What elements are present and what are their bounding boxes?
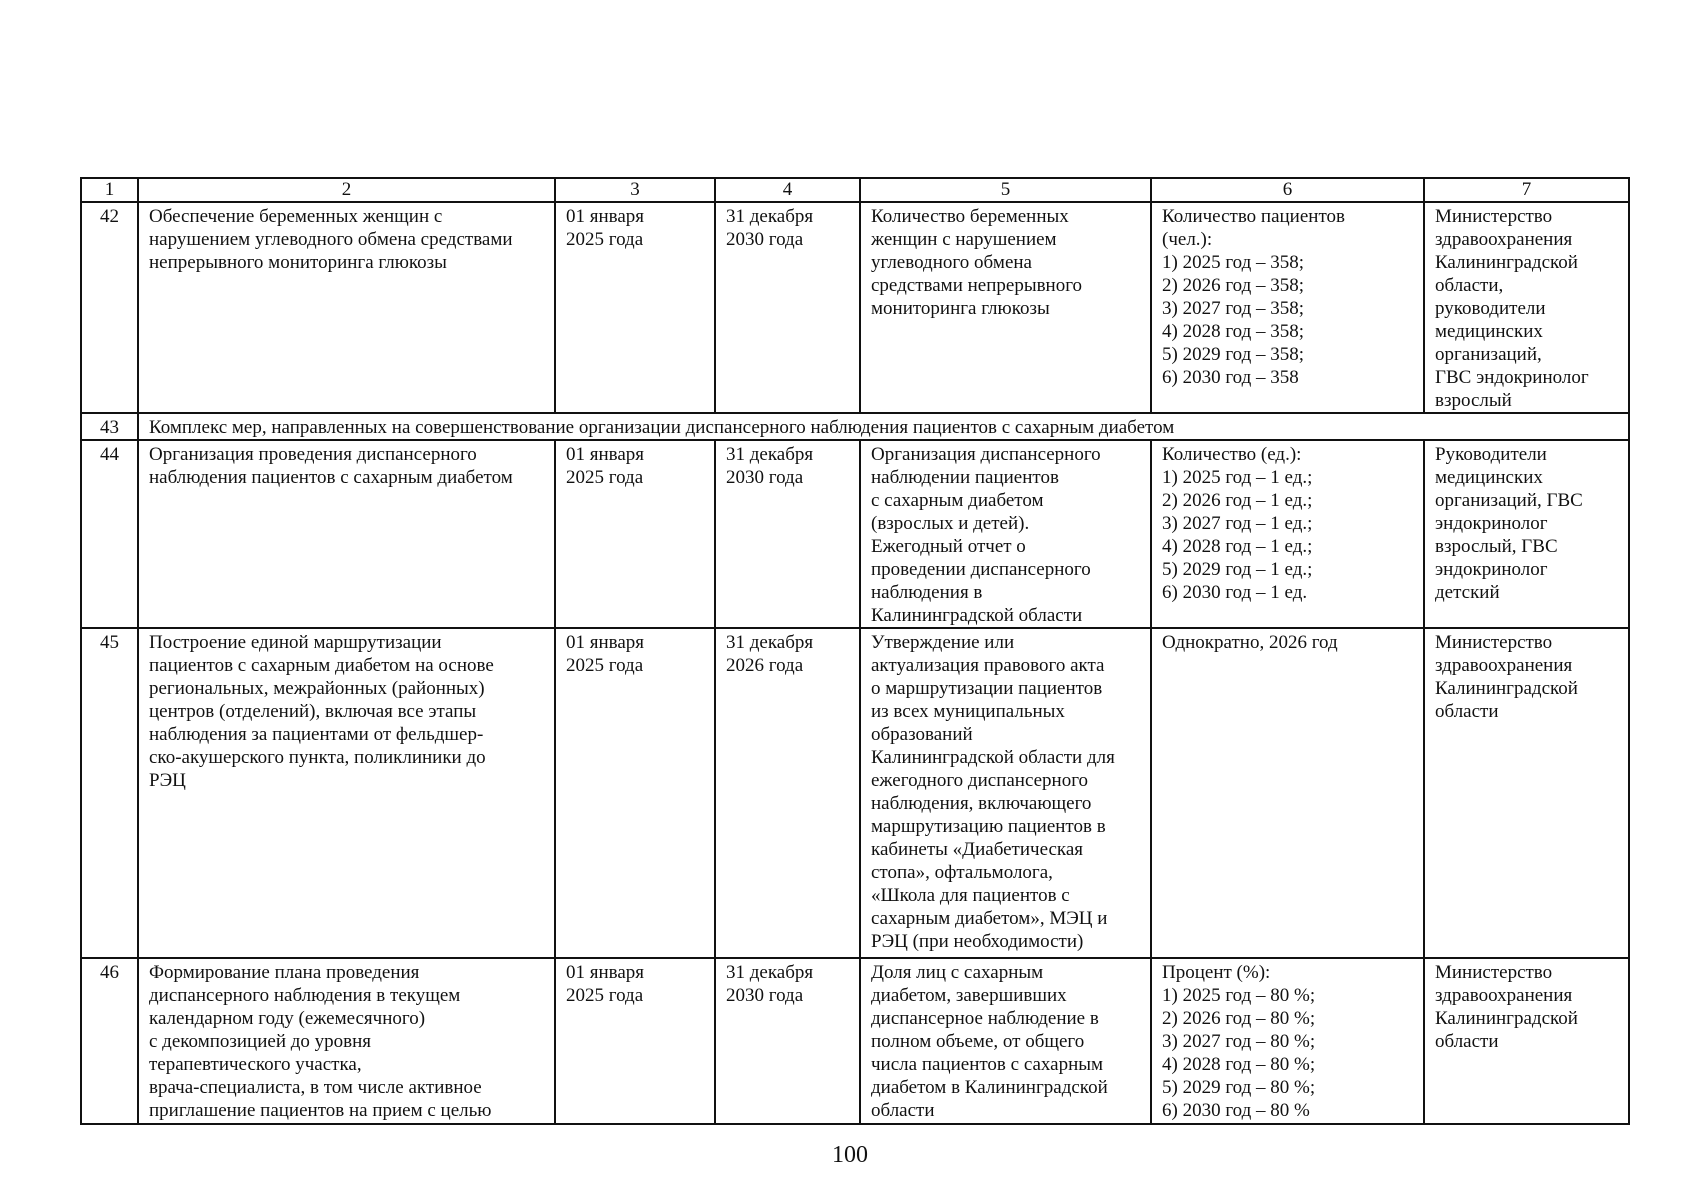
column-number: 1 [81,178,138,202]
indicator-line: 5) 2029 год – 80 %; [1162,1077,1316,1098]
expected-result-line: числа пациентов с сахарным [871,1054,1104,1075]
responsible-cell [1424,440,1629,628]
expected-result-line: Утверждение или [871,632,1015,653]
table-row [81,958,1629,1124]
indicator-line: 3) 2027 год – 358; [1162,298,1305,319]
column-number: 6 [1151,178,1424,202]
end-date-line: 2030 года [726,229,804,250]
responsible-line: взрослый, ГВС [1435,536,1558,557]
expected-result-line: сахарным диабетом», МЭЦ и [871,908,1108,929]
measure-name-line: региональных, межрайонных (районных) [149,678,485,699]
start-date-line: 01 января [566,632,645,653]
responsible-line: эндокринолог [1435,513,1548,534]
expected-result-line: мониторинга глюкозы [871,298,1050,319]
measure-name-line: Формирование плана проведения [149,962,420,983]
expected-result-line: диабетом в Калининградской [871,1077,1108,1098]
table-row [81,202,1629,413]
responsible-line: медицинских [1435,467,1543,488]
measure-name-line: центров (отделений), включая все этапы [149,701,477,722]
measure-name-line: диспансерного наблюдения в текущем [149,985,461,1006]
responsible-line: Калининградской [1435,678,1578,699]
indicator-line: (чел.): [1162,229,1213,250]
measure-name-line: врача-специалиста, в том числе активное [149,1077,482,1098]
expected-result-line: Доля лиц с сахарным [871,962,1044,983]
expected-result-line: о маршрутизации пациентов [871,678,1103,699]
row-number: 44 [81,440,138,628]
indicator-line: 4) 2028 год – 358; [1162,321,1305,342]
expected-result-cell [860,202,1151,413]
start-date-line: 2025 года [566,229,644,250]
indicator-line: Количество (ед.): [1162,444,1302,465]
expected-result-line: кабинеты «Диабетическая [871,839,1084,860]
expected-result-line: средствами непрерывного [871,275,1083,296]
measure-name-line: терапевтического участка, [149,1054,362,1075]
expected-result-line: Калининградской области для [871,747,1115,768]
indicator-line: 1) 2025 год – 1 ед.; [1162,467,1313,488]
measure-name-line: непрерывного мониторинга глюкозы [149,252,447,273]
expected-result-line: области [871,1100,935,1121]
indicator-line: 6) 2030 год – 1 ед. [1162,582,1308,603]
row-number: 46 [81,958,138,1124]
indicator-line: Количество пациентов [1162,206,1345,227]
start-date-cell [555,202,715,413]
responsible-line: Калининградской [1435,252,1578,273]
end-date-cell [715,440,860,628]
row-number: 43 [81,413,138,440]
expected-result-line: (взрослых и детей). [871,513,1030,534]
end-date-line: 2030 года [726,985,804,1006]
expected-result-line: диабетом, завершивших [871,985,1067,1006]
end-date-line: 31 декабря [726,206,814,227]
indicator-line: 5) 2029 год – 1 ед.; [1162,559,1313,580]
measures-table [80,177,1630,1125]
measure-name-cell [138,440,555,628]
start-date-line: 2025 года [566,467,644,488]
measure-name-line: наблюдения пациентов с сахарным диабетом [149,467,513,488]
measure-name-line: пациентов с сахарным диабетом на основе [149,655,494,676]
responsible-cell [1424,202,1629,413]
page-number: 100 [832,1142,868,1168]
expected-result-line: образований [871,724,973,745]
indicator-line: 2) 2026 год – 80 %; [1162,1008,1316,1029]
indicator-cell [1151,202,1424,413]
column-number: 5 [860,178,1151,202]
indicator-line: 1) 2025 год – 358; [1162,252,1305,273]
expected-result-line: ежегодного диспансерного [871,770,1089,791]
responsible-line: взрослый [1435,390,1512,411]
responsible-line: Министерство [1435,632,1553,653]
measure-name-line: Обеспечение беременных женщин с [149,206,443,227]
section-title: Комплекс мер, направленных на совершенствование организации диспансерного наблюдения пациентов с сахарным диабетом [138,413,1629,440]
measure-name-line: наблюдения за пациентами от фельдшер- [149,724,484,745]
start-date-cell [555,628,715,958]
end-date-line: 2030 года [726,467,804,488]
responsible-cell [1424,628,1629,958]
end-date-line: 31 декабря [726,962,814,983]
end-date-line: 2026 года [726,655,804,676]
table-row [81,628,1629,958]
row-number: 45 [81,628,138,958]
start-date-line: 2025 года [566,655,644,676]
expected-result-cell [860,958,1151,1124]
expected-result-line: Организация диспансерного [871,444,1101,465]
indicator-line: 6) 2030 год – 358 [1162,367,1299,388]
column-number: 4 [715,178,860,202]
indicator-line: 2) 2026 год – 1 ед.; [1162,490,1313,511]
start-date-cell [555,958,715,1124]
responsible-line: эндокринолог [1435,559,1548,580]
expected-result-line: женщин с нарушением [871,229,1057,250]
expected-result-line: углеводного обмена [871,252,1032,273]
indicator-cell [1151,440,1424,628]
responsible-line: руководители [1435,298,1546,319]
responsible-line: Министерство [1435,206,1553,227]
column-number-row [81,178,1629,202]
end-date-cell [715,958,860,1124]
responsible-line: здравоохранения [1435,655,1573,676]
end-date-line: 31 декабря [726,444,814,465]
responsible-line: организаций, [1435,344,1542,365]
responsible-line: области [1435,701,1499,722]
measure-name-line: с декомпозицией до уровня [149,1031,372,1052]
measure-name-cell [138,202,555,413]
measure-name-line: календарном году (ежемесячного) [149,1008,426,1029]
indicator-cell [1151,958,1424,1124]
expected-result-line: актуализация правового акта [871,655,1105,676]
indicator-line: 2) 2026 год – 358; [1162,275,1305,296]
start-date-line: 01 января [566,962,645,983]
expected-result-line: «Школа для пациентов с [871,885,1070,906]
responsible-line: здравоохранения [1435,985,1573,1006]
expected-result-line: Ежегодный отчет о [871,536,1026,557]
expected-result-line: проведении диспансерного [871,559,1091,580]
expected-result-line: с сахарным диабетом [871,490,1044,511]
expected-result-line: Калининградской области [871,605,1083,626]
measure-name-line: Организация проведения диспансерного [149,444,477,465]
responsible-cell [1424,958,1629,1124]
expected-result-line: полном объеме, от общего [871,1031,1085,1052]
responsible-line: медицинских [1435,321,1543,342]
end-date-cell [715,202,860,413]
expected-result-line: наблюдения, включающего [871,793,1092,814]
start-date-line: 2025 года [566,985,644,1006]
start-date-line: 01 января [566,444,645,465]
expected-result-line: РЭЦ (при необходимости) [871,931,1084,952]
expected-result-line: наблюдении пациентов [871,467,1059,488]
indicator-line: Однократно, 2026 год [1162,632,1338,653]
responsible-line: организаций, ГВС [1435,490,1583,511]
row-number: 42 [81,202,138,413]
measure-name-line: приглашение пациентов на прием с целью [149,1100,492,1121]
responsible-line: здравоохранения [1435,229,1573,250]
indicator-line: 1) 2025 год – 80 %; [1162,985,1316,1006]
indicator-line: Процент (%): [1162,962,1271,983]
responsible-line: детский [1435,582,1500,603]
column-number: 7 [1424,178,1629,202]
expected-result-cell [860,440,1151,628]
responsible-line: Калининградской [1435,1008,1578,1029]
start-date-line: 01 января [566,206,645,227]
responsible-line: Министерство [1435,962,1553,983]
expected-result-cell [860,628,1151,958]
end-date-line: 31 декабря [726,632,814,653]
expected-result-line: маршрутизацию пациентов в [871,816,1106,837]
measure-name-line: РЭЦ [149,770,186,791]
indicator-line: 3) 2027 год – 80 %; [1162,1031,1316,1052]
table-row [81,440,1629,628]
expected-result-line: диспансерное наблюдение в [871,1008,1099,1029]
indicator-line: 4) 2028 год – 80 %; [1162,1054,1316,1075]
column-number: 2 [138,178,555,202]
indicator-cell [1151,628,1424,958]
indicator-line: 5) 2029 год – 358; [1162,344,1305,365]
measure-name-line: Построение единой маршрутизации [149,632,442,653]
end-date-cell [715,628,860,958]
indicator-line: 3) 2027 год – 1 ед.; [1162,513,1313,534]
expected-result-line: наблюдения в [871,582,983,603]
column-number: 3 [555,178,715,202]
indicator-line: 6) 2030 год – 80 % [1162,1100,1310,1121]
responsible-line: ГВС эндокринолог [1435,367,1589,388]
expected-result-line: Количество беременных [871,206,1069,227]
measure-name-line: нарушением углеводного обмена средствами [149,229,513,250]
measure-name-line: ско-акушерского пункта, поликлиники до [149,747,486,768]
measure-name-cell [138,958,555,1124]
responsible-line: области, [1435,275,1504,296]
expected-result-line: из всех муниципальных [871,701,1065,722]
responsible-line: Руководители [1435,444,1547,465]
section-row [81,413,1629,440]
measure-name-cell [138,628,555,958]
start-date-cell [555,440,715,628]
indicator-line: 4) 2028 год – 1 ед.; [1162,536,1313,557]
expected-result-line: стопа», офтальмолога, [871,862,1053,883]
responsible-line: области [1435,1031,1499,1052]
